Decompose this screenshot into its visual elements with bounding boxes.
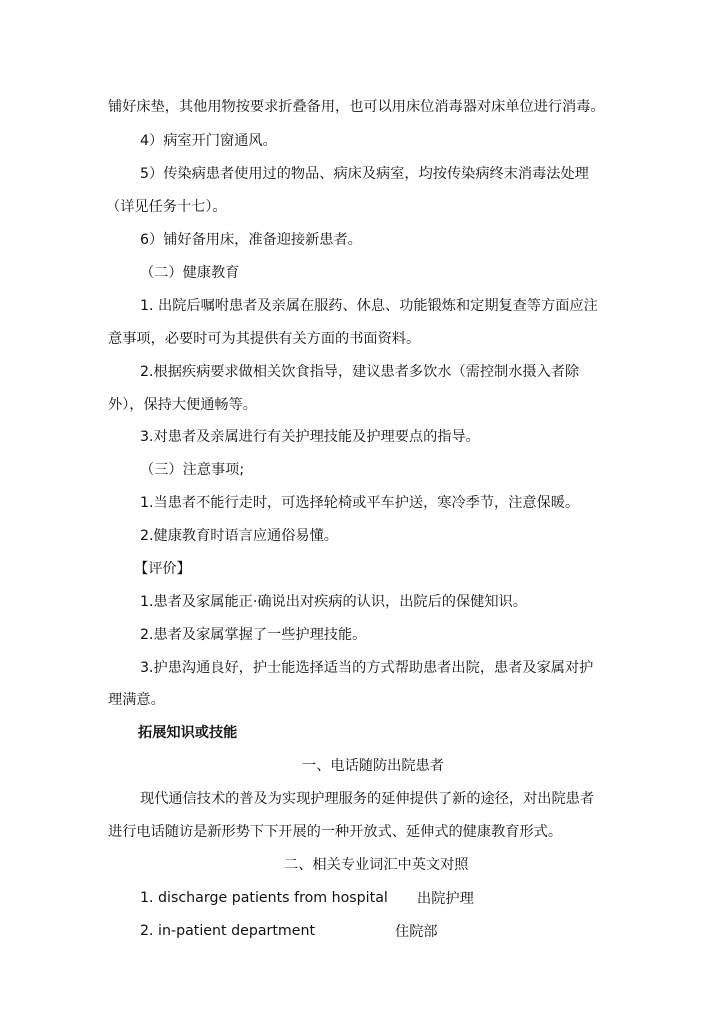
text-line: 1.患者及家属能正·确说出对疾病的认识，出院后的保健知识。 [140,594,527,610]
text-line: 2.根据疾病要求做相关饮食指导，建议患者多饮水（需控制水摄入者除 [140,364,580,380]
text-line: 现代通信技术的普及为实现护理服务的延伸提供了新的途径，对出院患者 [140,791,595,807]
section-heading: （二）健康教育 [140,265,240,281]
vocab-chinese: 住院部 [395,924,438,940]
text-line: 3.护患沟通良好，护士能选择适当的方式帮助患者出院，患者及家属对护 [140,660,594,676]
subsection-title: 一、电话随防出院患者 [302,758,444,774]
text-line: 6）铺好备用床，准备迎接新患者。 [140,232,362,248]
text-line: 理满意。 [108,692,165,708]
vocab-chinese: 出院护理 [417,891,474,907]
text-line: 进行电话随访是新形势下下开展的一种开放式、延伸式的健康教育形式。 [108,824,563,840]
extension-heading: 拓展知识或技能 [138,725,238,741]
text-line: 2.患者及家属掌握了一些护理技能。 [140,627,367,643]
text-line: 外），保持大便通畅等。 [108,397,257,413]
subsection-title: 二、相关专业词汇中英文对照 [284,857,469,873]
text-line: 3.对患者及亲属进行有关护理技能及护理要点的指导。 [140,429,480,445]
text-line: （详见任务十七）。 [106,199,227,215]
text-line: 铺好床垫，其他用物按要求折叠备用，也可以用床位消毒器对床单位进行消毒。 [108,99,605,115]
text-line: 2.健康教育时语言应通俗易懂。 [140,528,338,544]
section-heading: （三）注意事项; [140,462,245,478]
text-line: 4）病室开门窗通风。 [140,133,277,149]
text-line: 意事项，必要时可为其提供有关方面的书面资料。 [108,331,421,347]
vocab-english: 2. in-patient department [140,923,316,939]
vocab-english: 1. discharge patients from hospital [140,890,388,906]
text-line: 1. 出院后嘱咐患者及亲属在服药、休息、功能锻炼和定期复查等方面应注 [140,298,598,314]
text-line: 5）传染病患者使用过的物品、病床及病室，均按传染病终末消毒法处理 [140,166,589,182]
section-heading: 【评价】 [134,561,191,577]
text-line: 1.当患者不能行走时，可选择轮椅或平车护送，寒冷季节，注意保暖。 [140,495,580,511]
